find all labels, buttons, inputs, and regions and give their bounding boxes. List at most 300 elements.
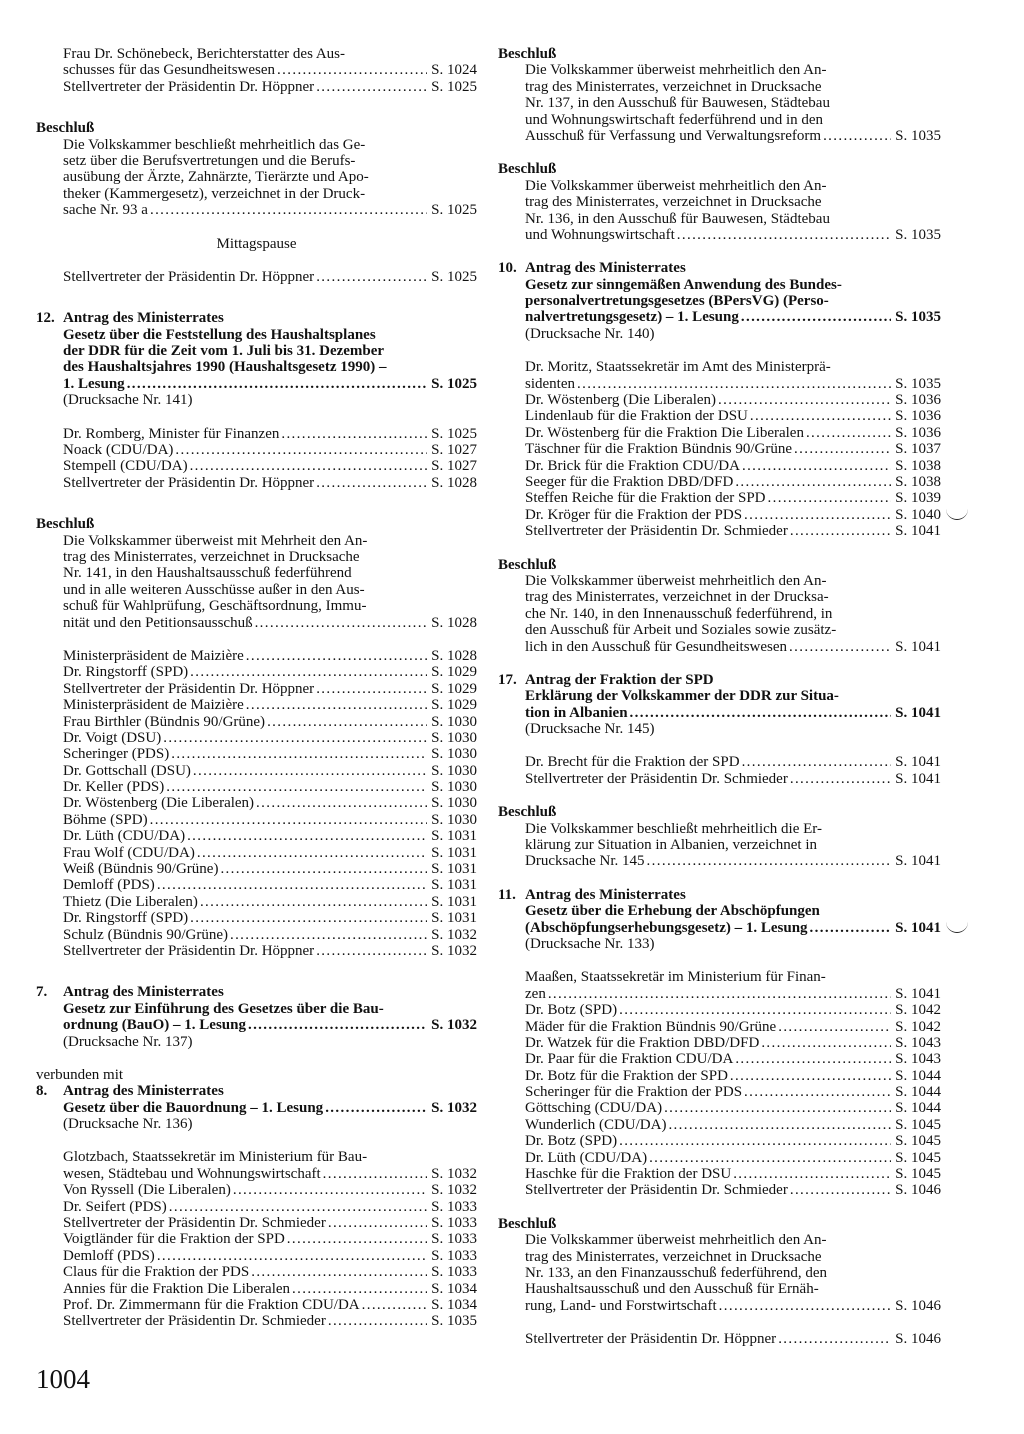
toc-block xyxy=(498,260,941,342)
page-reference: S. 1025 xyxy=(431,375,477,392)
entry-text: Stellvertreter der Präsidentin Dr. Schmieder xyxy=(63,1313,326,1330)
entry-text: Dr. Watzek für die Fraktion DBD/DFD xyxy=(525,1034,760,1051)
entry-text: rung, Land- und Forstwirtschaft xyxy=(525,1297,717,1314)
entry-text: Antrag des Ministerrates xyxy=(63,310,224,327)
entry-text: Gesetz zur Einführung des Gesetzes über die Bau- xyxy=(63,1000,384,1017)
toc-entry xyxy=(498,771,941,787)
toc-text-line xyxy=(498,1232,941,1248)
page-reference: S. 1045 xyxy=(895,1116,941,1133)
entry-text: Stellvertreter der Präsidentin Dr. Höppner xyxy=(63,268,315,285)
dot-leader xyxy=(728,1068,891,1084)
entry-text: Stellvertreter der Präsidentin Dr. Höppner xyxy=(63,942,315,959)
toc-entry xyxy=(36,376,477,392)
toc-text-line xyxy=(36,1116,477,1132)
toc-text-line xyxy=(498,112,941,128)
entry-text: Dr. Kröger für die Fraktion der PDS xyxy=(525,506,743,523)
toc-entry xyxy=(36,269,477,285)
entry-text: Dr. Wöstenberg (Die Liberalen) xyxy=(525,392,717,409)
toc-text-line xyxy=(36,1067,477,1083)
toc-text-line xyxy=(36,565,477,581)
toc-entry xyxy=(36,681,477,697)
entry-text: Erklärung der Volkskammer der DDR zur Situa- xyxy=(525,688,839,705)
toc-entry xyxy=(498,408,941,424)
dot-leader xyxy=(326,1313,427,1329)
toc-entry xyxy=(36,1248,477,1264)
entry-text: (Drucksache Nr. 145) xyxy=(525,721,655,738)
entry-text: Dr. Gottschall (DSU) xyxy=(63,762,191,779)
entry-text: Stellvertreter der Präsidentin Dr. Schmieder xyxy=(63,1215,326,1232)
toc-text-line xyxy=(36,359,477,375)
toc-text-line xyxy=(498,837,941,853)
toc-block xyxy=(498,969,941,1198)
dot-leader xyxy=(244,648,427,664)
toc-entry xyxy=(36,1231,477,1247)
dot-leader xyxy=(675,227,891,243)
dot-leader xyxy=(198,894,427,910)
entry-text: nität und den Petitionsausschuß xyxy=(63,614,253,631)
entry-text: trag des Ministerrates, verzeichnet in Drucksache xyxy=(525,194,822,211)
entry-text: Scheringer für die Fraktion der PDS xyxy=(525,1084,743,1101)
dot-leader xyxy=(167,1199,427,1215)
dot-leader xyxy=(759,1035,891,1051)
entry-text: sache Nr. 93 a xyxy=(63,202,148,219)
toc-text-line xyxy=(498,277,941,293)
page-reference: S. 1041 xyxy=(895,919,941,936)
page-reference: S. 1034 xyxy=(431,1297,477,1313)
page-reference: S. 1045 xyxy=(895,1149,941,1166)
entry-text: setz über die Berufsvertretungen und die Berufs- xyxy=(63,152,356,169)
toc-text-line xyxy=(36,169,477,185)
entry-text: ausübung der Ärzte, Zahnärzte, Tierärzte und Apo- xyxy=(63,169,369,186)
toc-entry xyxy=(36,730,477,746)
entry-text: Stellvertreter der Präsidentin Dr. Höppner xyxy=(63,78,315,95)
entry-text: schusses für das Gesundheitswesen xyxy=(63,62,276,79)
toc-block xyxy=(36,648,477,959)
toc-entry xyxy=(36,1017,477,1033)
entry-text: Glotzbach, Staatssekretär im Ministerium für Bau- xyxy=(63,1149,368,1166)
entry-text: Dr. Botz für die Fraktion der SPD xyxy=(525,1067,728,1084)
entry-text: schuß für Wahlprüfung, Geschäftsordnung, Immu- xyxy=(63,598,367,615)
page-reference: S. 1030 xyxy=(431,729,477,746)
toc-entry xyxy=(498,128,941,144)
section-heading xyxy=(498,804,941,820)
page-reference: S. 1032 xyxy=(431,942,477,959)
toc-entry xyxy=(498,1182,941,1198)
entry-text: Beschluß xyxy=(498,1215,557,1232)
dot-leader xyxy=(628,705,892,721)
page-reference: S. 1046 xyxy=(895,1297,941,1314)
toc-text-line xyxy=(36,137,477,153)
entry-text: lich in den Ausschuß für Gesundheitswesen xyxy=(525,638,788,655)
entry-text: Beschluß xyxy=(36,516,95,533)
page-reference: S. 1032 xyxy=(431,1165,477,1182)
page-reference: S. 1033 xyxy=(431,1215,477,1232)
item-number: 7. xyxy=(36,984,48,1001)
toc-text-line xyxy=(36,153,477,169)
item-number: 17. xyxy=(498,671,517,688)
entry-text: Antrag der Fraktion der SPD xyxy=(525,671,714,688)
page-reference: S. 1029 xyxy=(431,664,477,681)
dot-leader xyxy=(125,376,427,392)
toc-entry xyxy=(498,490,941,506)
toc-entry xyxy=(498,1331,941,1347)
toc-entry xyxy=(498,853,941,869)
entry-text: Demloff (PDS) xyxy=(63,877,155,894)
entry-text: Drucksache Nr. 145 xyxy=(525,853,645,870)
toc-block xyxy=(498,887,941,953)
toc-entry xyxy=(498,1035,941,1051)
entry-text: Dr. Wöstenberg für die Fraktion Die Liberalen xyxy=(525,424,804,441)
dot-leader xyxy=(290,1281,427,1297)
entry-text: nalvertretungsgesetz) – 1. Lesung xyxy=(525,309,739,326)
toc-text-line xyxy=(498,1265,941,1281)
toc-block xyxy=(498,1331,941,1347)
toc-block xyxy=(36,269,477,285)
page-reference: S. 1036 xyxy=(895,424,941,441)
page-reference: S. 1033 xyxy=(431,1264,477,1281)
dot-leader xyxy=(617,1133,891,1149)
item-number: 11. xyxy=(498,886,516,903)
toc-text-line xyxy=(498,589,941,605)
page-reference: S. 1041 xyxy=(895,770,941,787)
page-reference: S. 1041 xyxy=(895,638,941,655)
page-reference: S. 1035 xyxy=(895,375,941,392)
entry-text: (Drucksache Nr. 140) xyxy=(525,325,655,342)
dot-leader xyxy=(788,771,891,787)
dot-leader xyxy=(188,664,427,680)
toc-entry xyxy=(498,376,941,392)
item-number: 10. xyxy=(498,260,517,277)
dot-leader xyxy=(821,128,891,144)
entry-text: Steffen Reiche für die Fraktion der SPD xyxy=(525,490,766,507)
entry-text: Stellvertreter der Präsidentin Dr. Höppner xyxy=(63,680,315,697)
entry-text: Gesetz zur sinngemäßen Anwendung des Bundes- xyxy=(525,276,842,293)
page-reference: S. 1030 xyxy=(431,795,477,812)
toc-entry xyxy=(36,1281,477,1297)
page-reference: S. 1032 xyxy=(431,1017,477,1034)
toc-entry xyxy=(36,877,477,893)
entry-text: Dr. Botz (SPD) xyxy=(525,1002,618,1019)
toc-entry xyxy=(498,1166,941,1182)
toc-block xyxy=(498,161,941,243)
toc-block xyxy=(36,1067,477,1133)
dot-leader xyxy=(155,877,427,893)
page-reference: S. 1046 xyxy=(895,1331,941,1348)
section-heading xyxy=(498,46,941,62)
section-heading xyxy=(498,161,941,177)
entry-text: Die Volkskammer überweist mit Mehrheit den An- xyxy=(63,532,368,549)
toc-entry xyxy=(36,79,477,95)
toc-text-line xyxy=(498,359,941,375)
toc-entry xyxy=(498,1084,941,1100)
toc-text-line xyxy=(498,260,941,276)
entry-text: Scheringer (PDS) xyxy=(63,746,170,763)
entry-text: trag des Ministerrates, verzeichnet in Drucksache xyxy=(525,78,822,95)
toc-text-line xyxy=(36,1034,477,1050)
entry-text: Stellvertreter der Präsidentin Dr. Schmieder xyxy=(525,770,788,787)
margin-mark-icon xyxy=(946,507,968,520)
page-reference: S. 1030 xyxy=(431,811,477,828)
page-reference: S. 1025 xyxy=(431,425,477,442)
dot-leader xyxy=(228,927,427,943)
entry-text: Nr. 136, in den Ausschuß für Bauwesen, Städtebau xyxy=(525,210,830,227)
toc-block xyxy=(498,1216,941,1314)
toc-block xyxy=(36,46,477,95)
dot-leader xyxy=(321,1166,428,1182)
page-reference: S. 1033 xyxy=(431,1231,477,1248)
toc-entry xyxy=(498,920,941,936)
page-reference: S. 1035 xyxy=(895,226,941,243)
entry-text: Frau Dr. Schönebeck, Berichterstatter des Aus- xyxy=(63,46,346,62)
page-reference: S. 1025 xyxy=(431,268,477,285)
page-reference: S. 1035 xyxy=(895,309,941,326)
entry-text: Gesetz über die Erhebung der Abschöpfungen xyxy=(525,903,820,920)
page-reference: S. 1038 xyxy=(895,473,941,490)
toc-block xyxy=(498,804,941,870)
entry-text: Göttsching (CDU/DA) xyxy=(525,1100,663,1117)
toc-block xyxy=(36,120,477,218)
toc-text-line xyxy=(36,343,477,359)
dot-leader xyxy=(314,681,427,697)
dot-leader xyxy=(717,1298,892,1314)
entry-text: Seeger für die Fraktion DBD/DFD xyxy=(525,473,734,490)
toc-entry xyxy=(498,1100,941,1116)
entry-text: Voigtländer für die Fraktion der SPD xyxy=(63,1231,285,1248)
toc-entry xyxy=(498,1298,941,1314)
toc-entry xyxy=(36,664,477,680)
entry-text: Dr. Lüth (CDU/DA) xyxy=(63,828,186,845)
toc-entry xyxy=(498,1117,941,1133)
entry-text: den Ausschuß für Arbeit und Soziales sowie zusätz- xyxy=(525,622,837,639)
page-reference: S. 1024 xyxy=(431,62,477,79)
page-reference: S. 1028 xyxy=(431,614,477,631)
page-reference: S. 1033 xyxy=(431,1247,477,1264)
dot-leader xyxy=(645,853,892,869)
entry-text: Schulz (Bündnis 90/Grüne) xyxy=(63,926,228,943)
dot-leader xyxy=(314,943,427,959)
toc-block xyxy=(36,236,477,252)
entry-text: Haushaltsausschuß und den Ausschuß für Ernäh- xyxy=(525,1281,819,1298)
entry-text: (Drucksache Nr. 141) xyxy=(63,392,193,409)
entry-text: Antrag des Ministerrates xyxy=(63,1083,224,1100)
page-reference: S. 1041 xyxy=(895,523,941,540)
toc-entry xyxy=(498,392,941,408)
entry-text: Dr. Paar für die Fraktion CDU/DA xyxy=(525,1051,734,1068)
entry-text: Ministerpräsident de Maizière xyxy=(63,697,244,714)
toc-text-line xyxy=(498,573,941,589)
page-reference: S. 1030 xyxy=(431,779,477,796)
toc-entry xyxy=(498,458,941,474)
dot-leader xyxy=(788,523,891,539)
toc-entry xyxy=(36,763,477,779)
dot-leader xyxy=(314,269,427,285)
page-reference: S. 1031 xyxy=(431,828,477,845)
section-heading xyxy=(498,1216,941,1232)
toc-text-line xyxy=(498,95,941,111)
entry-text: Gesetz über die Feststellung des Haushaltsplanes xyxy=(63,326,376,343)
page-reference: S. 1041 xyxy=(895,985,941,1002)
entry-text: Dr. Seifert (PDS) xyxy=(63,1198,167,1215)
toc-entry xyxy=(498,309,941,325)
entry-text: Stellvertreter der Präsidentin Dr. Schmieder xyxy=(525,1182,788,1199)
toc-entry xyxy=(36,927,477,943)
entry-text: Dr. Ringstorff (SPD) xyxy=(63,910,189,927)
toc-entry xyxy=(498,639,941,655)
entry-text: Dr. Brecht für die Fraktion der SPD xyxy=(525,754,740,771)
page-number: 1004 xyxy=(36,1364,90,1394)
entry-text: Dr. Lüth (CDU/DA) xyxy=(525,1149,648,1166)
entry-text: personalvertretungsgesetzes (BPersVG) (Perso- xyxy=(525,293,829,310)
toc-text-line xyxy=(36,533,477,549)
entry-text: und Wohnungswirtschaft xyxy=(525,226,675,243)
toc-entry xyxy=(498,474,941,490)
page-reference: S. 1039 xyxy=(895,490,941,507)
toc-entry xyxy=(498,754,941,770)
section-heading xyxy=(498,557,941,573)
toc-text-line xyxy=(498,1281,941,1297)
dot-leader xyxy=(253,615,428,631)
dot-leader xyxy=(185,828,427,844)
toc-text-line xyxy=(498,211,941,227)
page-reference: S. 1037 xyxy=(895,441,941,458)
toc-entry xyxy=(498,1019,941,1035)
entry-text: Mäder für die Fraktion Bündnis 90/Grüne xyxy=(525,1018,777,1035)
page-reference: S. 1030 xyxy=(431,713,477,730)
entry-text: Böhme (SPD) xyxy=(63,811,148,828)
page-reference: S. 1031 xyxy=(431,893,477,910)
dot-leader xyxy=(249,1264,427,1280)
entry-text: Beschluß xyxy=(498,556,557,573)
page-reference: S. 1025 xyxy=(431,78,477,95)
dot-leader xyxy=(716,392,891,408)
toc-text-line xyxy=(36,236,477,252)
toc-text-line xyxy=(498,672,941,688)
entry-text: der DDR für die Zeit vom 1. Juli bis 31. Dezember xyxy=(63,343,385,360)
dot-leader xyxy=(742,1084,891,1100)
entry-text: Demloff (PDS) xyxy=(63,1247,155,1264)
dot-leader xyxy=(218,861,427,877)
entry-text: Beschluß xyxy=(498,161,557,178)
page-reference: S. 1031 xyxy=(431,844,477,861)
dot-leader xyxy=(748,408,891,424)
entry-text: Die Volkskammer beschließt mehrheitlich die Er- xyxy=(525,820,822,837)
dot-leader xyxy=(776,1331,891,1347)
entry-text: Beschluß xyxy=(498,804,557,821)
toc-entry xyxy=(36,714,477,730)
dot-leader xyxy=(739,309,891,325)
toc-entry xyxy=(36,746,477,762)
toc-entry xyxy=(36,426,477,442)
toc-entry xyxy=(498,425,941,441)
page-reference: S. 1028 xyxy=(431,647,477,664)
toc-text-line xyxy=(36,186,477,202)
entry-text: trag des Ministerrates, verzeichnet in der Drucksa- xyxy=(525,589,829,606)
entry-text: Die Volkskammer beschließt mehrheitlich das Ge- xyxy=(63,136,366,153)
page-reference: S. 1040 xyxy=(895,506,941,523)
entry-text: Antrag des Ministerrates xyxy=(525,260,686,277)
page-reference: S. 1043 xyxy=(895,1051,941,1068)
toc-entry xyxy=(36,648,477,664)
dot-leader xyxy=(314,475,427,491)
dot-leader xyxy=(776,1019,891,1035)
entry-text: Dr. Voigt (DSU) xyxy=(63,729,162,746)
toc-entry xyxy=(36,1166,477,1182)
entry-text: (Drucksache Nr. 136) xyxy=(63,1116,193,1133)
entry-text: Täschner für die Fraktion Bündnis 90/Grüne xyxy=(525,441,793,458)
dot-leader xyxy=(808,920,892,936)
right-column xyxy=(498,46,941,1348)
dot-leader xyxy=(275,62,427,78)
entry-text: trag des Ministerrates, verzeichnet in Drucksache xyxy=(63,548,360,565)
entry-text: Ministerpräsident de Maizière xyxy=(63,647,244,664)
toc-block xyxy=(36,310,477,408)
section-heading xyxy=(36,516,477,532)
toc-entry xyxy=(36,812,477,828)
dot-leader xyxy=(314,79,427,95)
toc-text-line xyxy=(498,622,941,638)
toc-entry xyxy=(36,1297,477,1313)
entry-text: Haschke für die Fraktion der DSU xyxy=(525,1166,732,1183)
page-reference: S. 1043 xyxy=(895,1034,941,1051)
toc-entry xyxy=(36,845,477,861)
page-reference: S. 1030 xyxy=(431,746,477,763)
toc-text-line xyxy=(498,721,941,737)
entry-text: Noack (CDU/DA) xyxy=(63,442,174,459)
entry-text: und in alle weiteren Ausschüsse außer in den Aus- xyxy=(63,581,365,598)
dot-leader xyxy=(575,376,891,392)
page-reference: S. 1030 xyxy=(431,762,477,779)
entry-text: Maaßen, Staatssekretär im Ministerium für Finan- xyxy=(525,969,826,986)
dot-leader xyxy=(766,490,892,506)
dot-leader xyxy=(326,1215,427,1231)
dot-leader xyxy=(733,474,891,490)
dot-leader xyxy=(792,441,891,457)
dot-leader xyxy=(788,1182,891,1198)
page-reference: S. 1031 xyxy=(431,877,477,894)
item-number: 8. xyxy=(36,1083,48,1100)
toc-block xyxy=(36,1149,477,1329)
entry-text: trag des Ministerrates, verzeichnet in Drucksache xyxy=(525,1248,822,1265)
dot-leader xyxy=(285,1231,427,1247)
dot-leader xyxy=(191,763,427,779)
dot-leader xyxy=(742,507,891,523)
entry-text: Die Volkskammer überweist mehrheitlich den An- xyxy=(525,1232,827,1249)
dot-leader xyxy=(804,425,891,441)
toc-text-line xyxy=(498,178,941,194)
page-reference: S. 1041 xyxy=(895,754,941,771)
toc-entry xyxy=(498,1133,941,1149)
page-reference: S. 1045 xyxy=(895,1133,941,1150)
entry-text: Dr. Moritz, Staatssekretär im Amt des Ministerprä- xyxy=(525,359,831,376)
entry-text: Frau Birthler (Bündnis 90/Grüne) xyxy=(63,713,266,730)
entry-text: Dr. Keller (PDS) xyxy=(63,779,165,796)
entry-text: Gesetz über die Bauordnung – 1. Lesung xyxy=(63,1099,324,1116)
entry-text: Lindenlaub für die Fraktion der DSU xyxy=(525,408,748,425)
toc-text-line xyxy=(36,1083,477,1099)
toc-entry xyxy=(36,795,477,811)
entry-text: tion in Albanien xyxy=(525,704,628,721)
toc-entry xyxy=(36,62,477,78)
dot-leader xyxy=(787,639,891,655)
entry-text: Die Volkskammer überweist mehrheitlich den An- xyxy=(525,177,827,194)
entry-text: che Nr. 140, in den Innenausschuß federführend, in xyxy=(525,605,833,622)
dot-leader xyxy=(155,1248,427,1264)
toc-entry xyxy=(36,943,477,959)
entry-text: Nr. 141, in den Haushaltsausschuß federführend xyxy=(63,565,352,582)
toc-entry xyxy=(36,1100,477,1116)
toc-text-line xyxy=(36,310,477,326)
dot-leader xyxy=(617,1002,891,1018)
